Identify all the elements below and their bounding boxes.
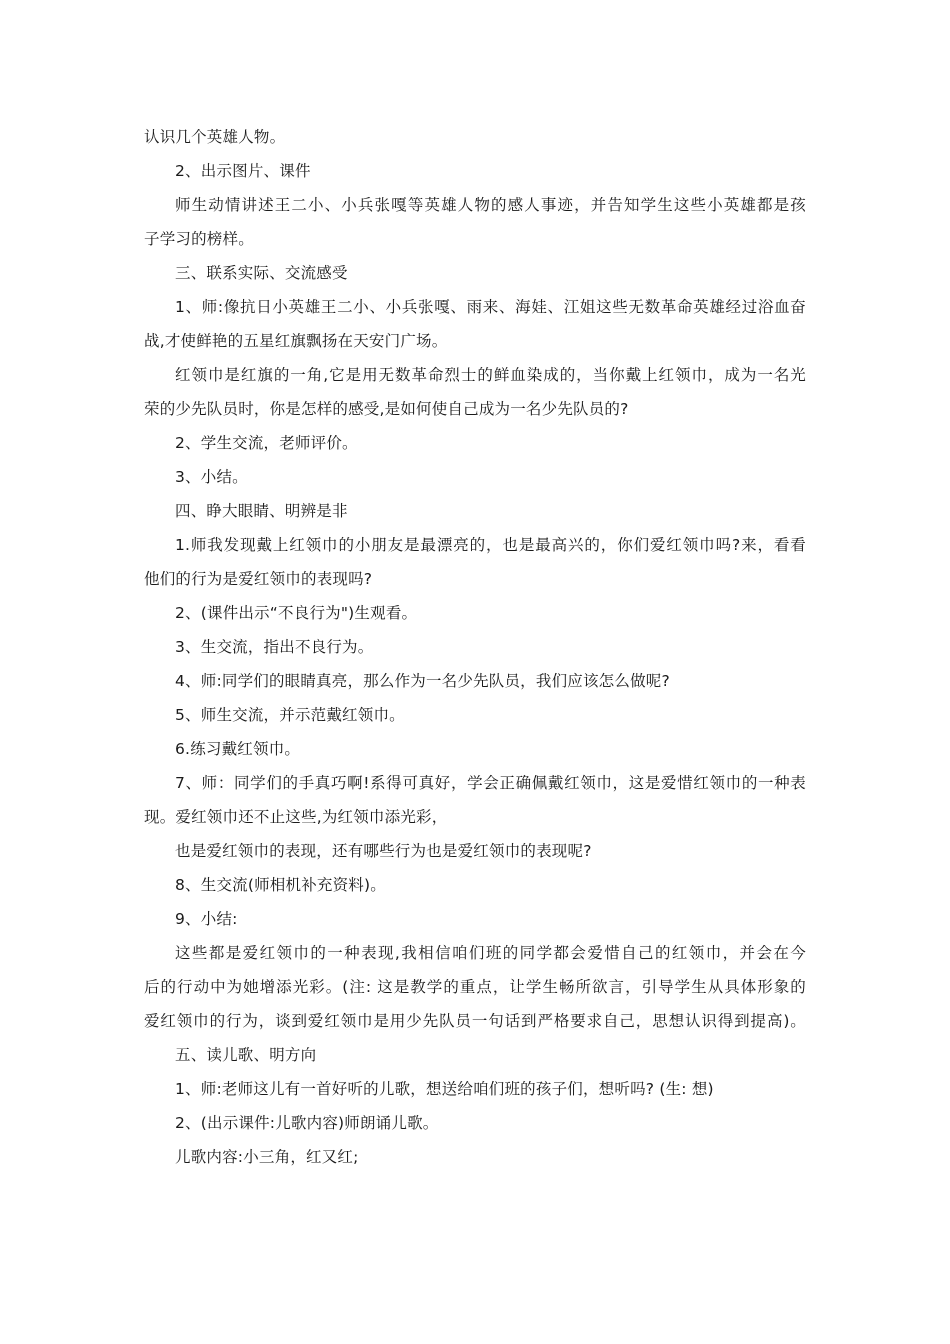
text-line: 儿歌内容:小三角，红又红; [175,1148,359,1166]
section-heading: 五、读儿歌、明方向 [175,1046,317,1064]
text-line: 1.师我发现戴上红领巾的小朋友是最漂亮的，也是最高兴的，你们爱红领巾吗?来，看看 [175,536,806,554]
text-line: 也是爱红领巾的表现，还有哪些行为也是爱红领巾的表现呢? [175,842,592,860]
text-line: 师生动情讲述王二小、小兵张嘎等英雄人物的感人事迹，并告知学生这些小英雄都是孩 [175,196,806,214]
text-line: 4、师:同学们的眼睛真亮，那么作为一名少先队员，我们应该怎么做呢? [175,672,670,690]
section-heading: 三、联系实际、交流感受 [175,264,348,282]
text-line: 红领巾是红旗的一角,它是用无数革命烈士的鲜血染成的，当你戴上红领巾，成为一名光 [175,366,806,384]
text-line: 荣的少先队员时，你是怎样的感受,是如何使自己成为一名少先队员的? [144,400,629,418]
text-line: 子学习的榜样。 [144,230,254,248]
text-line: 3、小结。 [175,468,248,486]
text-line: 1、师:老师这儿有一首好听的儿歌，想送给咱们班的孩子们，想听吗? (生: 想) [175,1080,714,1098]
text-line: 现。爱红领巾还不止这些,为红领巾添光彩， [144,808,448,826]
text-line: 5、师生交流，并示范戴红领巾。 [175,706,405,724]
text-line: 1、师:像抗日小英雄王二小、小兵张嘎、雨来、海娃、江姐这些无数革命英雄经过浴血奋 [175,298,806,316]
text-line: 认识几个英雄人物。 [144,128,286,146]
text-line: 6.练习戴红领巾。 [175,740,301,758]
text-line: 后的行动中为她增添光彩。(注: 这是教学的重点，让学生畅所欲言，引导学生从具体形象的 [144,978,806,996]
section-heading: 四、睁大眼睛、明辨是非 [175,502,348,520]
text-line: 7、师：同学们的手真巧啊!系得可真好，学会正确佩戴红领巾，这是爱惜红领巾的一种表 [175,774,806,792]
text-line: 他们的行为是爱红领巾的表现吗? [144,570,373,588]
document-body [144,120,806,1174]
text-line: 2、出示图片、课件 [175,162,311,180]
text-line: 9、小结: [175,910,238,928]
text-line: 爱红领巾的行为，谈到爱红领巾是用少先队员一句话到严格要求自己，思想认识得到提高)。 [144,1012,806,1030]
text-line: 2、(出示课件:儿歌内容)师朗诵儿歌。 [175,1114,439,1132]
text-line: 2、学生交流，老师评价。 [175,434,358,452]
text-line: 战,才使鲜艳的五星红旗飘扬在天安门广场。 [144,332,448,350]
text-line: 3、生交流，指出不良行为。 [175,638,374,656]
text-line: 这些都是爱红领巾的一种表现,我相信咱们班的同学都会爱惜自己的红领巾，并会在今 [175,944,806,962]
text-line: 8、生交流(师相机补充资料)。 [175,876,386,894]
text-line: 2、(课件出示“不良行为")生观看。 [175,604,418,622]
